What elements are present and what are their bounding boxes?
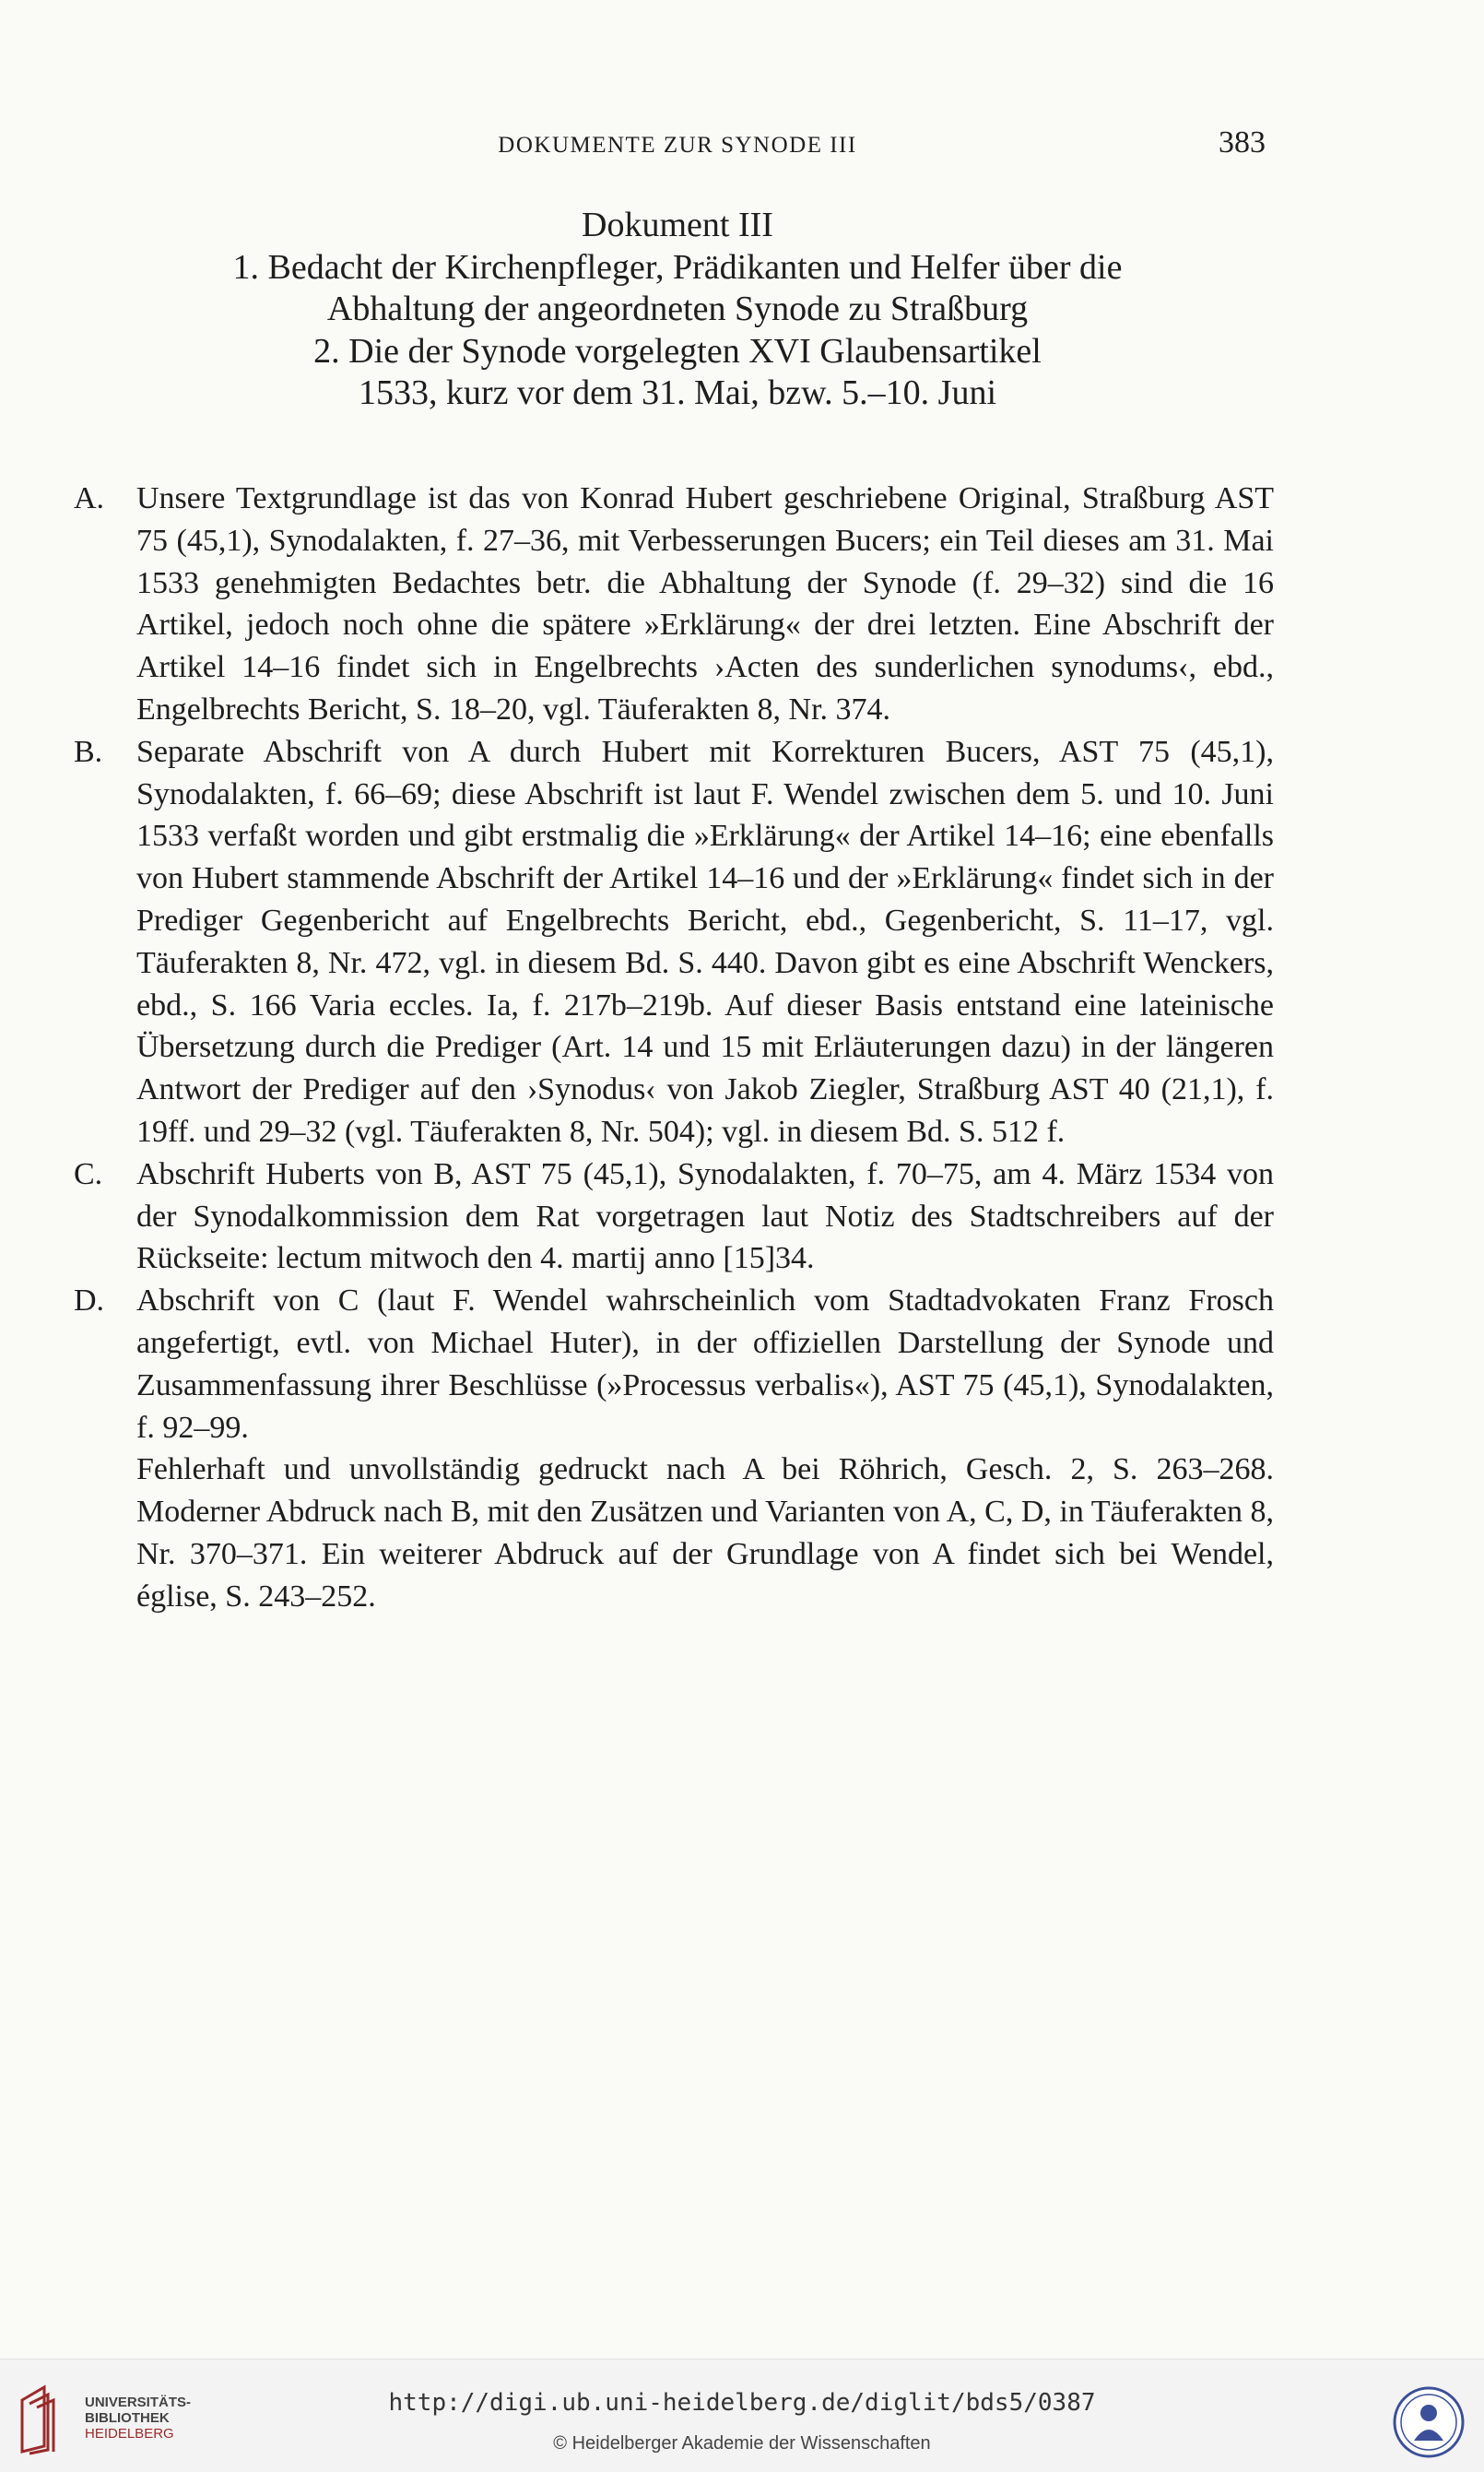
running-title: DOKUMENTE ZUR SYNODE III	[498, 133, 857, 158]
heading-line: 1. Bedacht der Kirchenpfleger, Prädikanten und Helfer über die	[232, 247, 1123, 287]
entry-text: Unsere Textgrundlage ist das von Konrad Hubert geschriebene Original, Straßburg AST 75 (45,1), Synodalakten, f. 27–36, mit Verbesserungen Bucers; ein Teil dieses am 31. Mai 1533 genehmigten Bedachtes betr. die Abhaltung der Synode (f. 29–32) sind die 16 Artikel, jedoch noch ohne die spätere »Erklärung« der drei letzten. Eine Abschrift der Artikel 14–16 findet sich in Engelbrechts ›Acten des sunderlichen synodums‹, ebd., Engelbrechts Bericht, S. 18–20, vgl. Täuferakten 8, Nr. 374.	[136, 481, 1274, 727]
closing-paragraph: Fehlerhaft und unvollständig gedruckt nach A bei Röhrich, Gesch. 2, S. 263–268. Moderner Abdruck nach B, mit den Zusätzen und Varianten von A, C, D, in Täuferakten 8, Nr. 370–371. Ein weiterer Abdruck auf der Grundlage von A findet sich bei Wendel, église, S. 243–252.	[136, 1452, 1274, 1614]
copyright-notice: © Heidelberger Akademie der Wissenschaften	[553, 2433, 931, 2454]
entry-text: Abschrift von C (laut F. Wendel wahrscheinlich vom Stadtadvokaten Franz Frosch angefertigt, evtl. von Michael Huter), in der offiziellen Darstellung der Synode und Zusammenfassung ihrer Beschlüsse (»Processus verbalis«), AST 75 (45,1), Synodalakten, f. 92–99.	[136, 1283, 1274, 1445]
logo-line: HEIDELBERG	[85, 2426, 174, 2442]
entry-text: Abschrift Huberts von B, AST 75 (45,1), Synodalakten, f. 70–75, am 4. März 1534 von der Synodalkommission dem Rat vorgetragen laut Notiz des Stadtschreibers auf der Rückseite: lectum mitwoch den 4. martij anno [15]34.	[136, 1156, 1274, 1276]
logo-line: BIBLIOTHEK	[85, 2410, 170, 2426]
body-text	[74, 478, 1274, 1618]
permalink-url[interactable]: http://digi.ub.uni-heidelberg.de/diglit/bds5/0387	[388, 2389, 1096, 2417]
running-head	[0, 125, 1484, 166]
document-heading	[0, 205, 1355, 415]
heading-line: 1533, kurz vor dem 31. Mai, bzw. 5.–10. Juni	[359, 373, 996, 412]
footer	[0, 2359, 1484, 2472]
academy-seal-icon[interactable]	[1392, 2385, 1466, 2459]
source-entry-d	[74, 1280, 1274, 1449]
logo-line: UNIVERSITÄTS-	[85, 2395, 192, 2410]
entry-text: Separate Abschrift von A durch Hubert mit Korrekturen Bucers, AST 75 (45,1), Synodalakten, f. 66–69; diese Abschrift ist laut F. Wendel zwischen dem 5. und 10. Juni 1533 verfaßt worden und gibt erstmalig die »Erklärung« der Artikel 14–16; eine ebenfalls von Hubert stammende Abschrift der Artikel 14–16 und der »Erklärung« findet sich in der Prediger Gegenbericht auf Engelbrechts Bericht, ebd., Gegenbericht, S. 11–17, vgl. Täuferakten 8, Nr. 472, vgl. in diesem Bd. S. 440. Davon gibt es eine Abschrift Wenckers, ebd., S. 166 Varia eccles. Ia, f. 217b–219b. Auf dieser Basis entstand eine lateinische Übersetzung durch die Prediger (Art. 14 und 15 mit Erläuterungen dazu) in der längeren Antwort der Prediger auf den ›Synodus‹ von Jakob Ziegler, Straßburg AST 40 (21,1), f. 19ff. und 29–32 (vgl. Täuferakten 8, Nr. 504); vgl. in diesem Bd. S. 512 f.	[136, 734, 1274, 1149]
entry-label: A.	[74, 481, 105, 515]
heading-line: 2. Die der Synode vorgelegten XVI Glaubensartikel	[313, 331, 1042, 371]
entry-label: B.	[74, 734, 103, 769]
source-entry-a	[74, 478, 1274, 731]
heading-line: Dokument III	[582, 206, 773, 244]
page-number: 383	[1219, 125, 1266, 160]
entry-label: C.	[74, 1156, 103, 1191]
source-entry-c	[74, 1153, 1274, 1280]
entry-label: D.	[74, 1283, 105, 1319]
source-entry-b	[74, 731, 1274, 1153]
heading-line: Abhaltung der angeordneten Synode zu Straßburg	[326, 290, 1029, 328]
